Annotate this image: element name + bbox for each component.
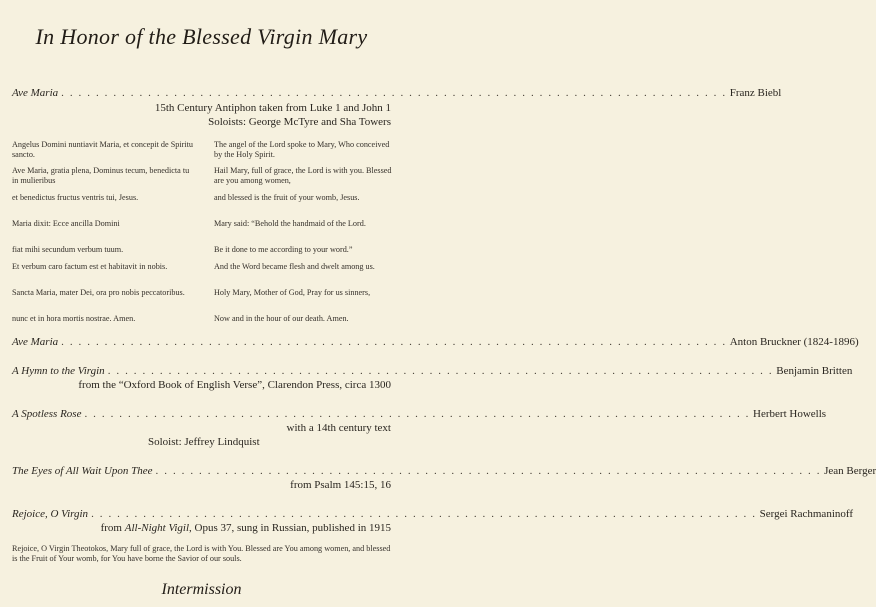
soloist-line: Soloists: George McTyre and Sha Towers xyxy=(208,116,391,128)
soloist-line: Soloist: Jeffrey Lindquist xyxy=(148,436,260,448)
piece-note: from Psalm 145:15, 16 xyxy=(290,479,391,491)
piece-note xyxy=(101,522,391,534)
lyric-english: and blessed is the fruit of your womb, Jesus. xyxy=(214,193,360,202)
leader-dots: . . . . . . . . . . . . . . . . . . . . . . . . . . . . . . . . . . . . . . . . . . . . . . . . . . . . . . . . . . . . . . . . . . . . . . . . . . . . . xyxy=(84,408,751,420)
leader-dots: . . . . . . . . . . . . . . . . . . . . . . . . . . . . . . . . . . . . . . . . . . . . . . . . . . . . . . . . . . . . . . . . . . . . . . . . . . . . . xyxy=(61,87,727,99)
lyric-latin: nunc et in hora mortis nostrae. Amen. xyxy=(12,314,136,323)
composer-name: Herbert Howells xyxy=(753,408,827,420)
lyric-english: Now and in the hour of our death. Amen. xyxy=(214,314,349,323)
program-entry xyxy=(12,465,876,477)
lyric-latin: Maria dixit: Ecce ancilla Domini xyxy=(12,219,120,228)
rejoice-translation: Rejoice, O Virgin Theotokos, Mary full of grace, the Lord is with You. Blessed are You among women, and blessed is the Fruit of Your womb, for You have borne the Savior of our souls. xyxy=(12,544,391,563)
composer-name: Franz Biebl xyxy=(729,87,782,99)
lyric-english: Mary said: “Behold the handmaid of the Lord. xyxy=(214,219,366,228)
piece-note: with a 14th century text xyxy=(286,422,391,434)
piece-title: Rejoice, O Virgin xyxy=(12,508,89,520)
piece-note: 15th Century Antiphon taken from Luke 1 and John 1 xyxy=(154,102,391,114)
piece-note-from: from xyxy=(100,522,122,534)
lyric-latin: Sancta Maria, mater Dei, ora pro nobis peccatoribus. xyxy=(12,288,185,297)
piece-note-source: All-Night Vigil xyxy=(124,522,190,534)
piece-title: A Hymn to the Virgin xyxy=(12,365,105,377)
program-entry xyxy=(12,365,853,377)
leader-dots: . . . . . . . . . . . . . . . . . . . . . . . . . . . . . . . . . . . . . . . . . . . . . . . . . . . . . . . . . . . . . . . . . . . . . . . . . . . . . xyxy=(155,465,822,477)
lyric-latin: Ave Maria, gratia plena, Dominus tecum, benedicta tu in mulieribus xyxy=(12,166,190,185)
lyric-english: Holy Mary, Mother of God, Pray for us sinners, xyxy=(214,288,371,297)
lyric-latin: Angelus Domini nuntiavit Maria, et concepit de Spiritu sancto. xyxy=(12,140,194,159)
program-entry xyxy=(12,508,854,520)
composer-name: Jean Berger xyxy=(824,465,876,477)
program-entry xyxy=(12,87,782,99)
piece-title: The Eyes of All Wait Upon Thee xyxy=(12,465,153,477)
lyric-latin: et benedictus fructus ventris tui, Jesus. xyxy=(12,193,139,202)
piece-note-detail: , Opus 37, sung in Russian, published in 1915 xyxy=(189,522,391,534)
page-title: In Honor of the Blessed Virgin Mary xyxy=(35,24,368,49)
piece-note: from the “Oxford Book of English Verse”, Clarendon Press, circa 1300 xyxy=(78,379,391,391)
piece-title: A Spotless Rose xyxy=(12,408,82,420)
leader-dots: . . . . . . . . . . . . . . . . . . . . . . . . . . . . . . . . . . . . . . . . . . . . . . . . . . . . . . . . . . . . . . . . . . . . . . . . . . . . . xyxy=(107,365,774,377)
lyric-english: And the Word became flesh and dwelt among us. xyxy=(214,262,375,271)
piece-title: Ave Maria xyxy=(12,336,59,348)
piece-title: Ave Maria xyxy=(12,87,59,99)
composer-name: Benjamin Britten xyxy=(776,365,853,377)
lyric-latin: Et verbum caro factum est et habitavit in nobis. xyxy=(12,262,168,271)
lyric-latin: fiat mihi secundum verbum tuum. xyxy=(12,245,124,254)
composer-name: Anton Bruckner (1824-1896) xyxy=(729,336,859,348)
intermission-heading: Intermission xyxy=(161,581,242,598)
program-entry xyxy=(12,408,827,420)
composer-name: Sergei Rachmaninoff xyxy=(759,508,854,520)
lyric-english: Be it done to me according to your word.” xyxy=(214,245,353,254)
lyric-english: The angel of the Lord spoke to Mary, Who conceived by the Holy Spirit. xyxy=(214,140,390,159)
leader-dots: . . . . . . . . . . . . . . . . . . . . . . . . . . . . . . . . . . . . . . . . . . . . . . . . . . . . . . . . . . . . . . . . . . . . . . . . . . . . . xyxy=(61,336,727,348)
program-entry xyxy=(12,336,859,348)
lyric-english: Hail Mary, full of grace, the Lord is with you. Blessed are you among women, xyxy=(214,166,392,185)
leader-dots: . . . . . . . . . . . . . . . . . . . . . . . . . . . . . . . . . . . . . . . . . . . . . . . . . . . . . . . . . . . . . . . . . . . . . . . . . . . . . xyxy=(91,508,757,520)
